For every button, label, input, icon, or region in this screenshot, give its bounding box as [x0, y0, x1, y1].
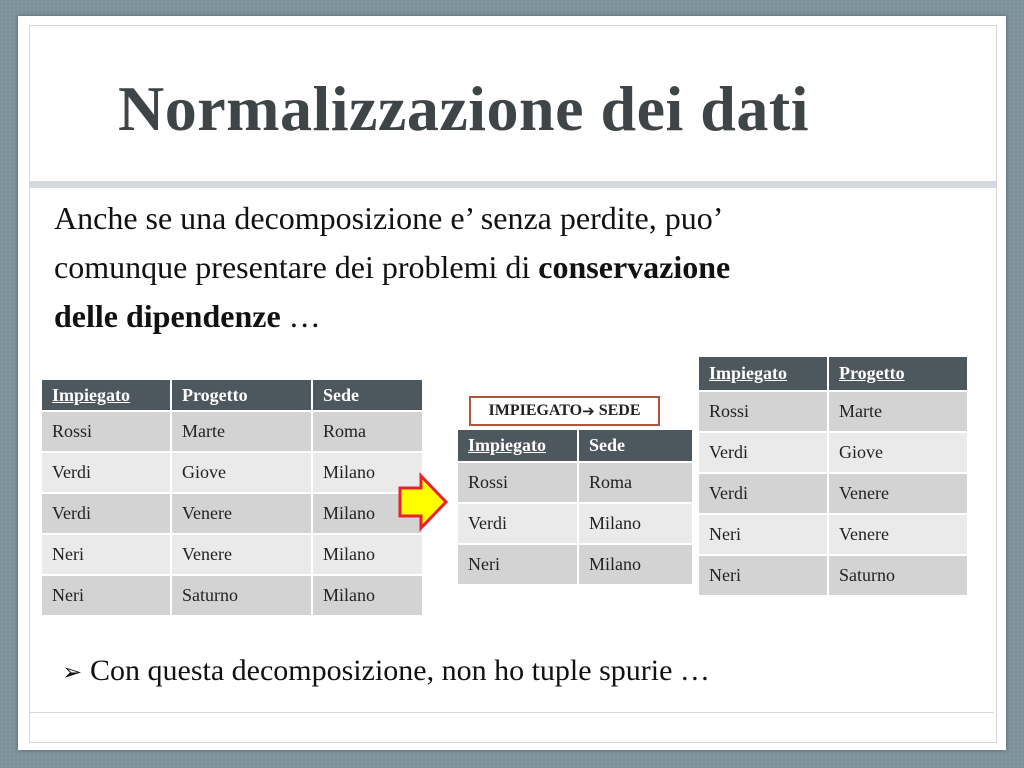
table-cell: Neri: [42, 575, 171, 616]
table-row: [699, 473, 967, 514]
table-cell: Milano: [312, 452, 422, 493]
table-row: [42, 411, 422, 452]
table-cell: Saturno: [171, 575, 312, 616]
table-cell: Verdi: [42, 452, 171, 493]
table-cell: Neri: [699, 514, 828, 555]
column-header-impiegato: Impiegato: [42, 380, 171, 411]
table-cell: Neri: [699, 555, 828, 596]
slide: [18, 16, 1006, 750]
table-cell: Saturno: [828, 555, 967, 596]
bullet-point: [62, 654, 710, 688]
column-header-progetto: Progetto: [828, 357, 967, 391]
table-cell: Milano: [312, 534, 422, 575]
functional-dependency-label: [469, 396, 660, 426]
table-row: [699, 391, 967, 432]
original-table: [42, 380, 422, 617]
table-cell: Giove: [171, 452, 312, 493]
table-cell: Neri: [458, 544, 578, 585]
fd-left: IMPIEGATO: [488, 402, 583, 419]
fd-arrow-icon: ➔: [582, 402, 595, 420]
intro-bold-1: conservazione: [538, 249, 731, 285]
table-cell: Marte: [828, 391, 967, 432]
table-row: [42, 493, 422, 534]
footer-divider: [30, 712, 994, 713]
table-cell: Verdi: [699, 432, 828, 473]
table-cell: Milano: [312, 575, 422, 616]
arrowhead-bullet-icon: ➢: [62, 658, 83, 686]
intro-paragraph: [54, 194, 954, 341]
table-cell: Giove: [828, 432, 967, 473]
table-row: [42, 575, 422, 616]
bullet-text: Con questa decomposizione, non ho tuple spurie …: [90, 654, 710, 687]
table-row: [458, 462, 692, 503]
slide-title: Normalizzazione dei dati: [118, 73, 809, 144]
impiegato-sede-table: [458, 430, 692, 586]
table-row: [699, 555, 967, 596]
fd-right: SEDE: [594, 402, 641, 419]
column-header-sede: Sede: [578, 430, 692, 462]
table-cell: Milano: [578, 544, 692, 585]
column-header-impiegato: Impiegato: [699, 357, 828, 391]
table-cell: Venere: [828, 473, 967, 514]
table-cell: Roma: [578, 462, 692, 503]
impiegato-progetto-table: [699, 357, 967, 597]
table-cell: Milano: [312, 493, 422, 534]
table-header-row: [42, 380, 422, 411]
table-cell: Marte: [171, 411, 312, 452]
table-row: [42, 534, 422, 575]
table-row: [699, 432, 967, 473]
right-arrow-icon: [397, 472, 449, 532]
table-cell: Roma: [312, 411, 422, 452]
table-cell: Venere: [171, 493, 312, 534]
table-header-row: [458, 430, 692, 462]
intro-ellipsis: …: [280, 298, 321, 334]
title-bar: [30, 26, 996, 186]
table-cell: Rossi: [42, 411, 171, 452]
table-row: [458, 544, 692, 585]
table-cell: Verdi: [42, 493, 171, 534]
intro-line-1: Anche se una decomposizione e’ senza perdite, puo’: [54, 200, 724, 236]
table-cell: Verdi: [458, 503, 578, 544]
intro-bold-2: delle dipendenze: [54, 298, 281, 334]
table-cell: Neri: [42, 534, 171, 575]
table-row: [699, 514, 967, 555]
intro-line-2: comunque presentare dei problemi di: [54, 249, 539, 285]
title-divider: [30, 181, 996, 188]
column-header-progetto: Progetto: [171, 380, 312, 411]
column-header-sede: Sede: [312, 380, 422, 411]
table-cell: Rossi: [458, 462, 578, 503]
table-row: [42, 452, 422, 493]
table-row: [458, 503, 692, 544]
table-cell: Venere: [828, 514, 967, 555]
table-header-row: [699, 357, 967, 391]
column-header-impiegato: Impiegato: [458, 430, 578, 462]
table-cell: Rossi: [699, 391, 828, 432]
table-cell: Venere: [171, 534, 312, 575]
table-cell: Milano: [578, 503, 692, 544]
table-cell: Verdi: [699, 473, 828, 514]
